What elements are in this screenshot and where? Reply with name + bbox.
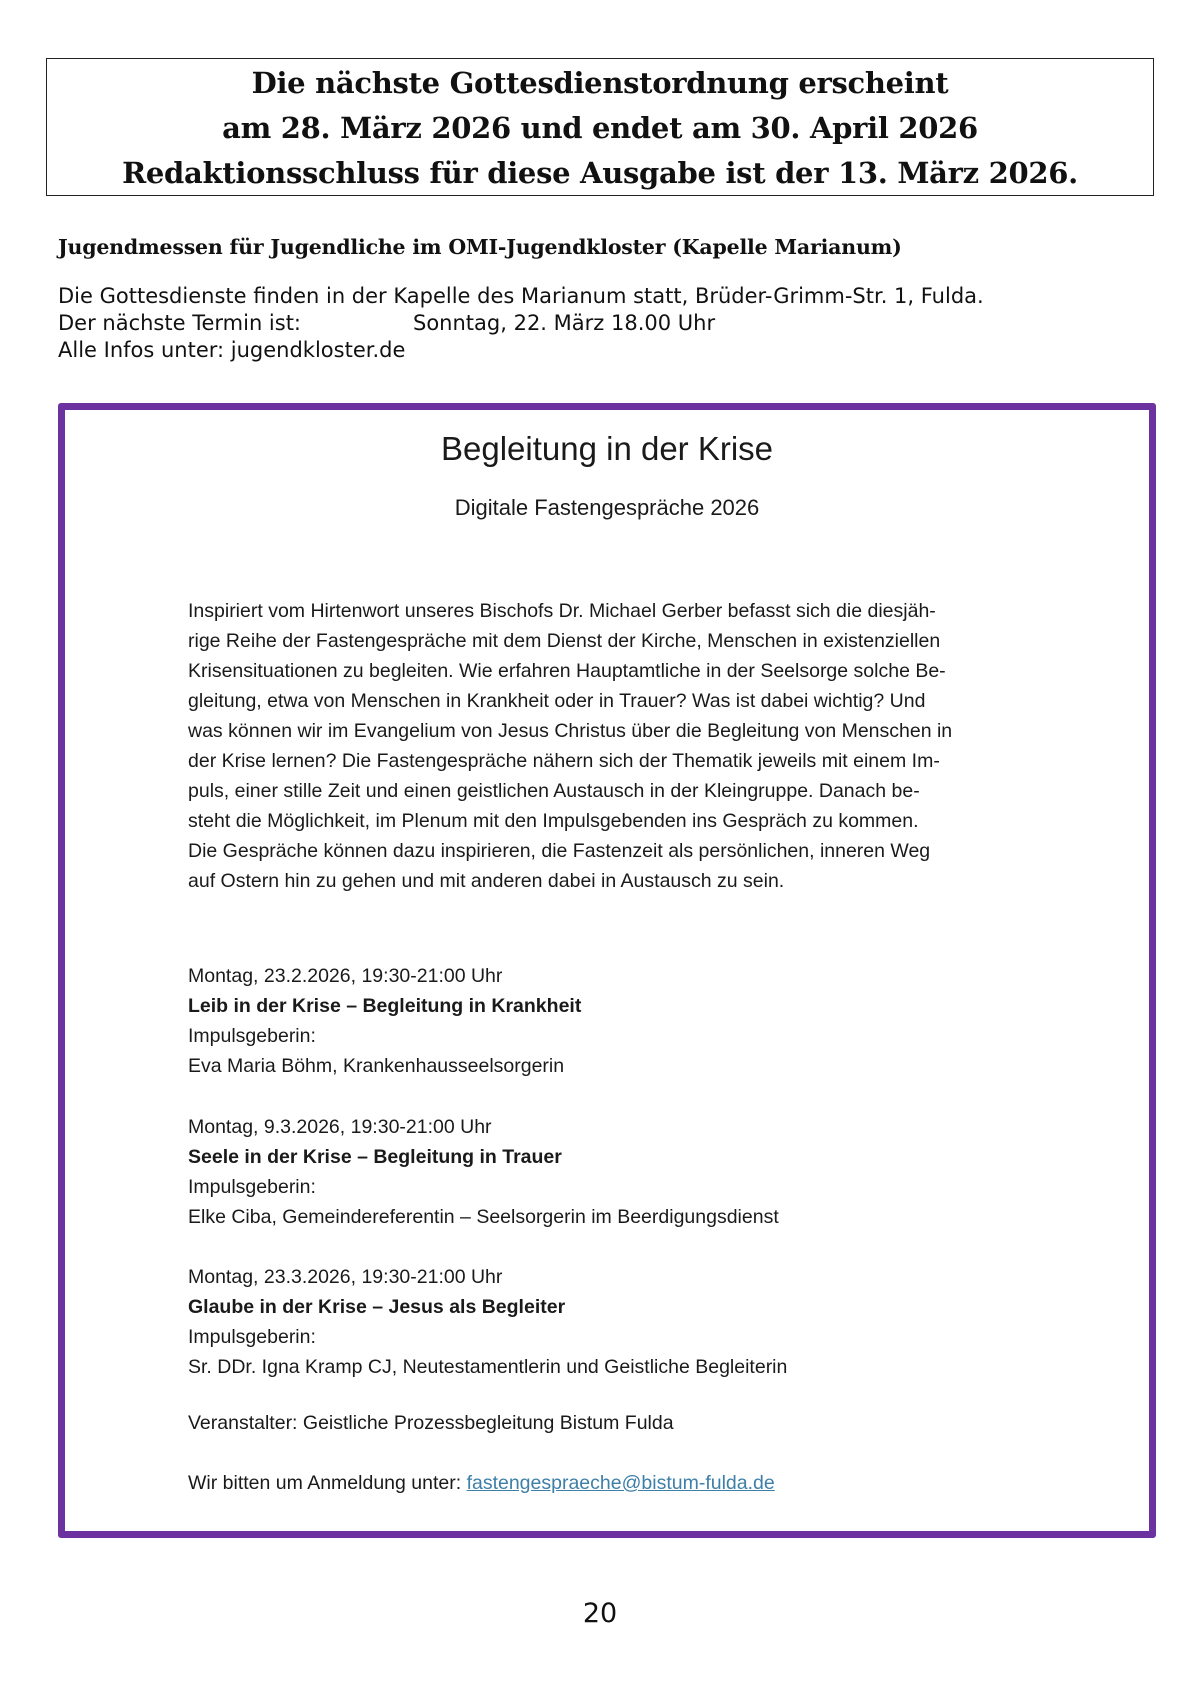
paragraph-line: gleitung, etwa von Menschen in Krankheit oder in Trauer? Was ist dabei wichtig? Und xyxy=(188,690,926,712)
next-date-label: Der nächste Termin ist: xyxy=(58,311,302,335)
next-date-value: Sonntag, 22. März 18.00 Uhr xyxy=(413,311,716,335)
signup-line xyxy=(188,1472,775,1495)
organizer-line: Veranstalter: Geistliche Prozessbegleitung Bistum Fulda xyxy=(188,1412,674,1434)
youth-mass-details xyxy=(58,283,984,364)
event-3 xyxy=(188,1262,787,1382)
flyer-title: Begleitung in der Krise xyxy=(440,430,774,467)
paragraph-line: steht die Möglichkeit, im Plenum mit den Impulsgebenden ins Gespräch zu kommen. xyxy=(188,810,919,832)
event-role: Impulsgeberin: xyxy=(188,1025,316,1047)
flyer-paragraph xyxy=(188,596,952,896)
notice-line-1: Die nächste Gottesdienstordnung erscheint xyxy=(251,66,949,100)
event-2 xyxy=(188,1112,779,1232)
publication-notice-box xyxy=(46,58,1154,196)
youth-mass-next-date xyxy=(58,310,984,337)
notice-line-2: am 28. März 2026 und endet am 30. April 2026 xyxy=(222,111,978,145)
signup-label: Wir bitten um Anmeldung unter: xyxy=(188,1472,462,1494)
event-1 xyxy=(188,961,581,1081)
fasting-talks-flyer xyxy=(58,403,1156,1538)
paragraph-line: rige Reihe der Fastengespräche mit dem Dienst der Kirche, Menschen in existenziellen xyxy=(188,630,941,652)
event-speaker: Sr. DDr. Igna Kramp CJ, Neutestamentlerin und Geistliche Begleiterin xyxy=(188,1356,788,1378)
event-role: Impulsgeberin: xyxy=(188,1326,316,1348)
page-number: 20 xyxy=(582,1598,618,1629)
notice-line-3: Redaktionsschluss für diese Ausgabe ist der 13. März 2026. xyxy=(122,156,1078,190)
signup-email-link[interactable]: fastengespraeche@bistum-fulda.de xyxy=(466,1472,775,1494)
event-title: Glaube in der Krise – Jesus als Begleiter xyxy=(188,1296,566,1318)
event-date: Montag, 23.3.2026, 19:30-21:00 Uhr xyxy=(188,1266,503,1288)
paragraph-line: Krisensituationen zu begleiten. Wie erfahren Hauptamtliche in der Seelsorge solche Be- xyxy=(188,660,946,682)
youth-mass-location: Die Gottesdienste finden in der Kapelle des Marianum statt, Brüder-Grimm-Str. 1, Fulda. xyxy=(58,284,984,308)
event-speaker: Eva Maria Böhm, Krankenhausseelsorgerin xyxy=(188,1055,565,1077)
youth-mass-heading: Jugendmessen für Jugendliche im OMI-Jugendkloster (Kapelle Marianum) xyxy=(58,235,902,259)
event-title: Leib in der Krise – Begleitung in Krankheit xyxy=(188,995,582,1017)
paragraph-line: der Krise lernen? Die Fastengespräche nähern sich der Thematik jeweils mit einem Im- xyxy=(188,750,940,772)
paragraph-line: was können wir im Evangelium von Jesus Christus über die Begleitung von Menschen in xyxy=(188,720,953,742)
event-date: Montag, 23.2.2026, 19:30-21:00 Uhr xyxy=(188,965,503,987)
event-role: Impulsgeberin: xyxy=(188,1176,316,1198)
youth-mass-info: Alle Infos unter: jugendkloster.de xyxy=(58,338,406,362)
paragraph-line: puls, einer stille Zeit und einen geistlichen Austausch in der Kleingruppe. Danach be- xyxy=(188,780,920,802)
event-date: Montag, 9.3.2026, 19:30-21:00 Uhr xyxy=(188,1116,492,1138)
event-title: Seele in der Krise – Begleitung in Trauer xyxy=(188,1146,562,1168)
paragraph-line: auf Ostern hin zu gehen und mit anderen dabei in Austausch zu sein. xyxy=(188,870,785,892)
event-speaker: Elke Ciba, Gemeindereferentin – Seelsorgerin im Beerdigungsdienst xyxy=(188,1206,779,1228)
flyer-subtitle: Digitale Fastengespräche 2026 xyxy=(454,495,760,520)
paragraph-line: Inspiriert vom Hirtenwort unseres Bischofs Dr. Michael Gerber befasst sich die diesjäh- xyxy=(188,600,936,622)
paragraph-line: Die Gespräche können dazu inspirieren, die Fastenzeit als persönlichen, inneren Weg xyxy=(188,840,931,862)
